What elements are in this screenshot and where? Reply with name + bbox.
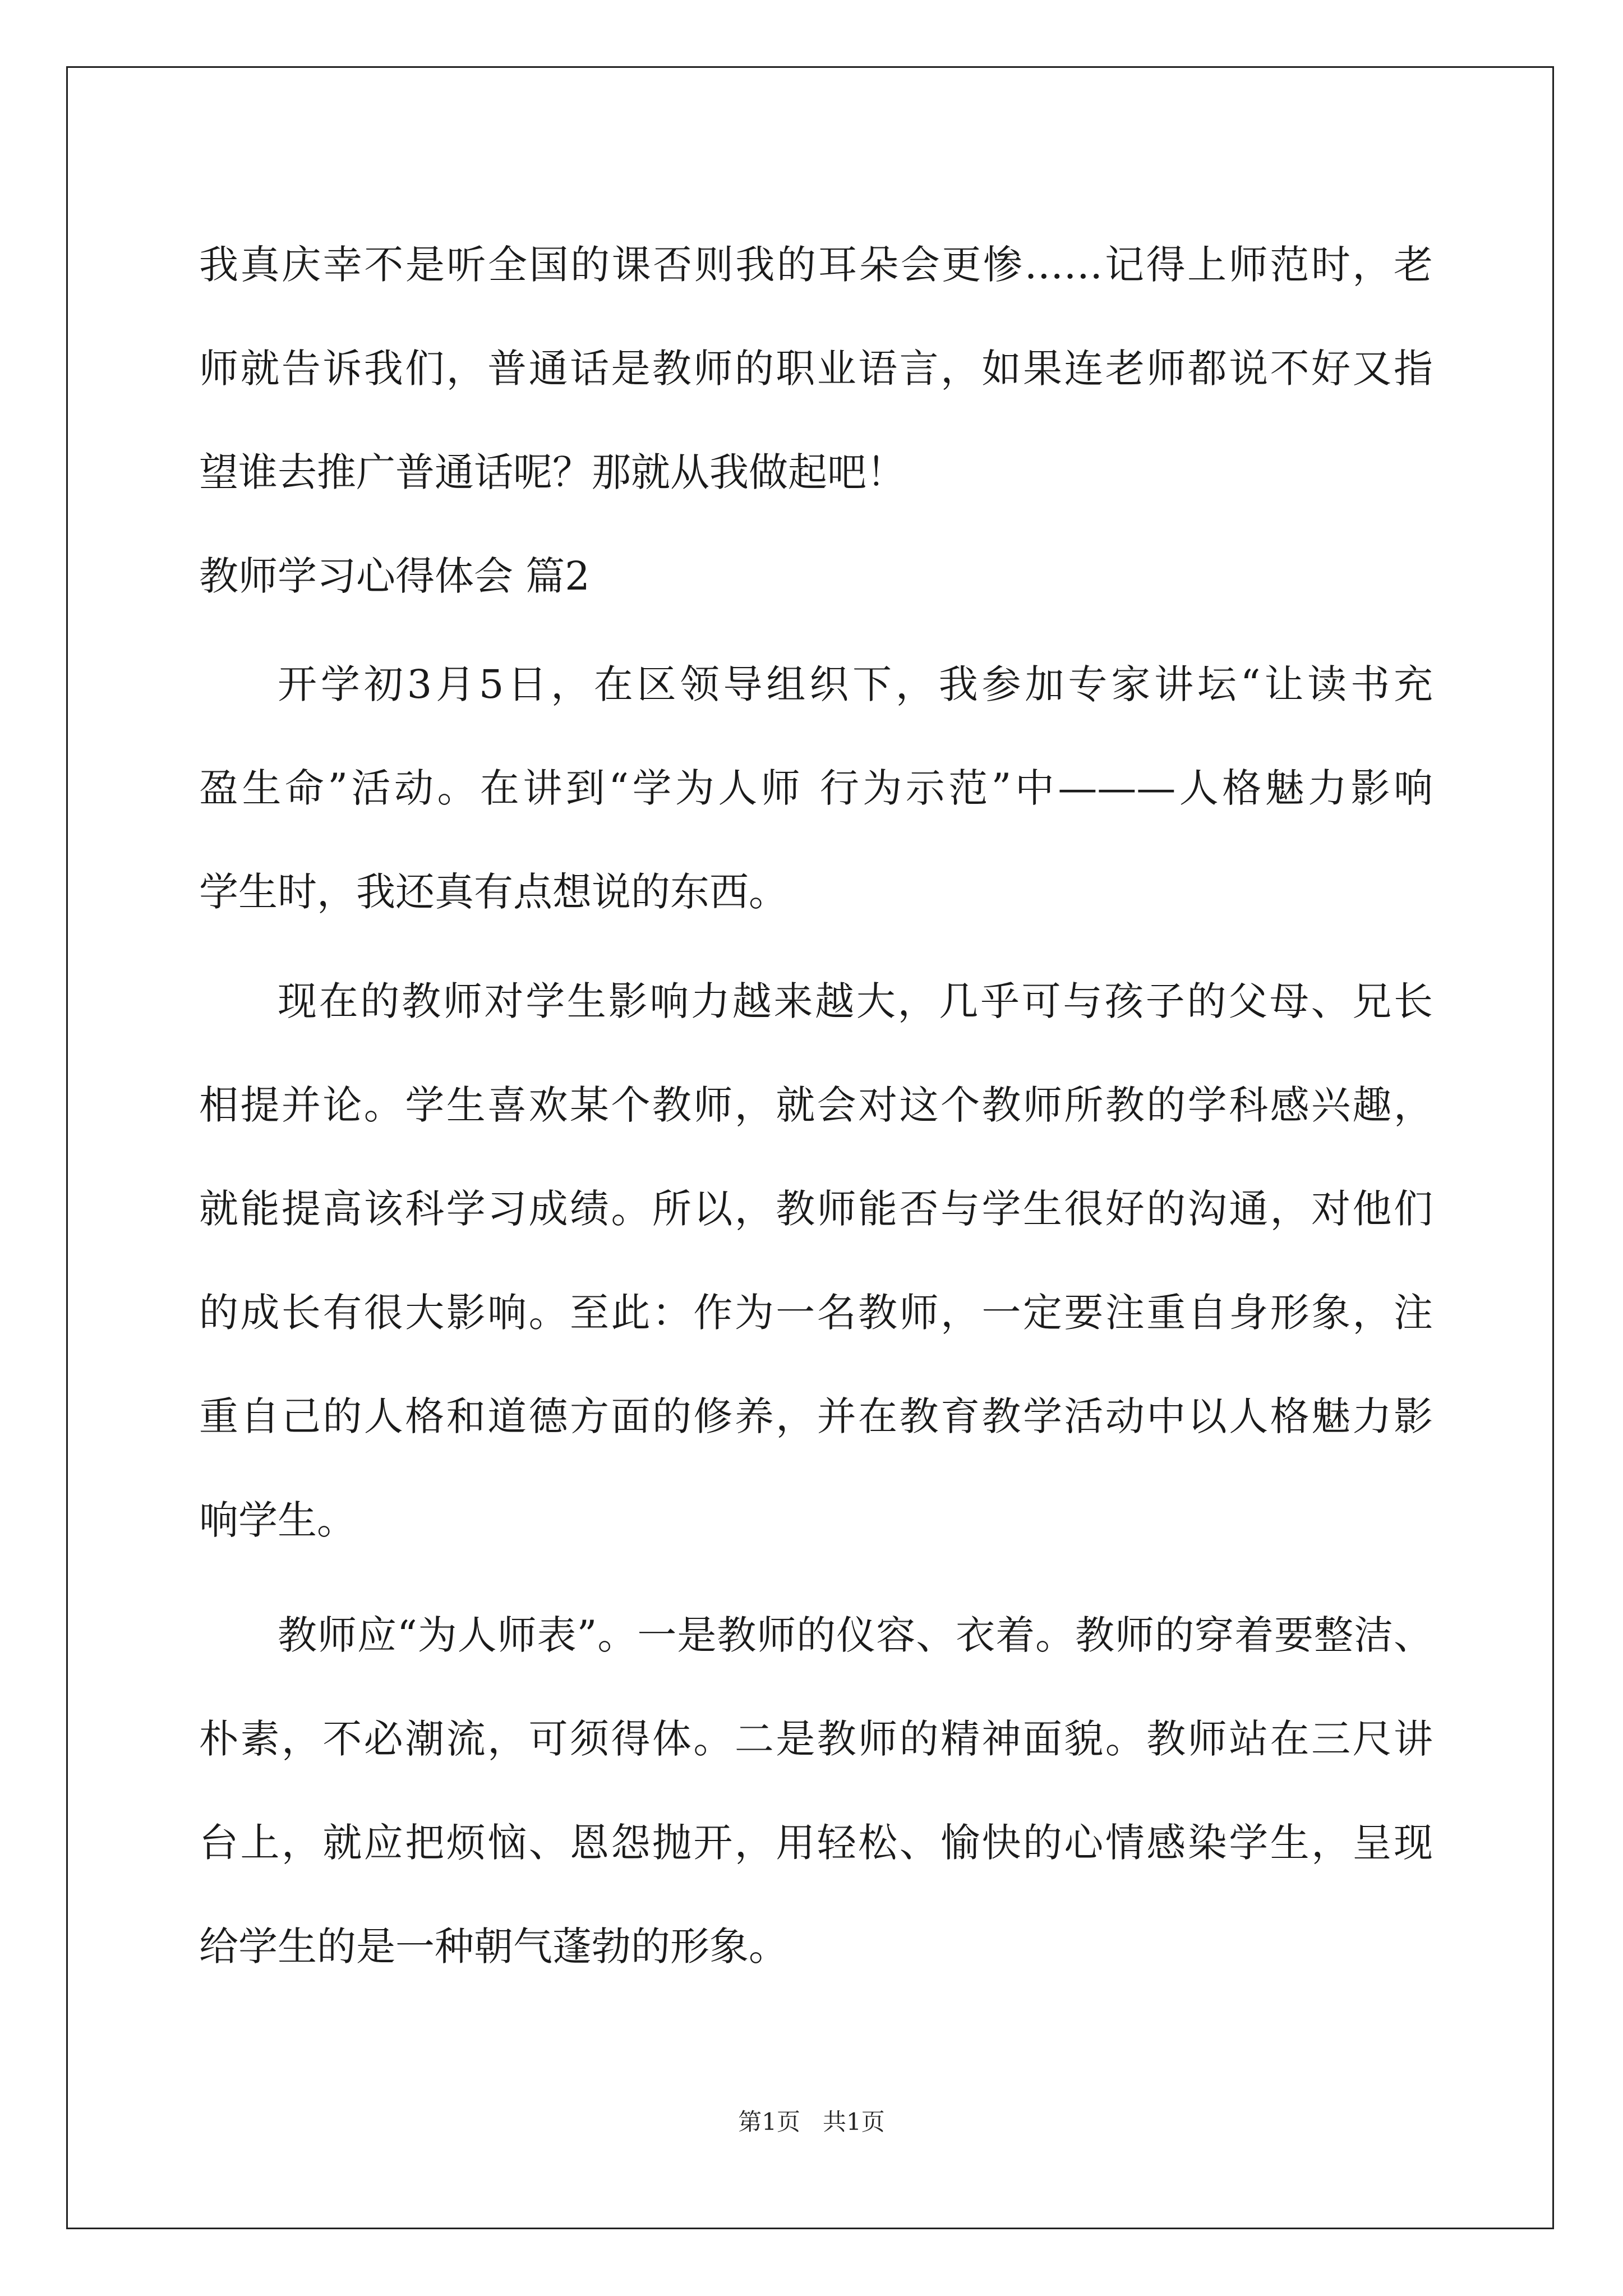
text-line: 台上，就应把烦恼、恩怨抛开，用轻松、愉快的心情感染学生，呈现	[199, 1820, 1433, 1866]
text-line: 师就告诉我们，普通话是教师的职业语言，如果连老师都说不好又指	[199, 346, 1433, 392]
text-line: 的成长有很大影响。至此：作为一名教师，一定要注重自身形象，注	[199, 1290, 1433, 1336]
text-line: 教师应“为人师表”。一是教师的仪容、衣着。教师的穿着要整洁、	[278, 1612, 1433, 1658]
text-line: 响学生。	[199, 1497, 356, 1543]
paragraph	[199, 633, 1433, 944]
text-line: 相提并论。学生喜欢某个教师，就会对这个教师所教的学科感兴趣，	[199, 1082, 1433, 1128]
text-line: 朴素，不必潮流，可须得体。二是教师的精神面貌。教师站在三尺讲	[199, 1716, 1433, 1762]
section-heading: 教师学习心得体会 篇2	[199, 553, 590, 599]
text-line: 学生时，我还真有点想说的东西。	[199, 869, 788, 915]
paragraph	[199, 950, 1433, 1572]
text-line: 给学生的是一种朝气蓬勃的形象。	[199, 1924, 788, 1970]
text-line: 重自己的人格和道德方面的修养，并在教育教学活动中以人格魅力影	[199, 1393, 1433, 1439]
text-line: 现在的教师对学生影响力越来越大，几乎可与孩子的父母、兄长	[278, 978, 1433, 1024]
text-line: 盈生命”活动。在讲到“学为人师 行为示范”中———人格魅力影响	[199, 765, 1433, 811]
text-line: 开学初3月5日，在区领导组织下，我参加专家讲坛“让读书充	[278, 661, 1433, 707]
text-line: 就能提高该科学习成绩。所以，教师能否与学生很好的沟通，对他们	[199, 1186, 1433, 1232]
text-line: 望谁去推广普通话呢？那就从我做起吧！	[199, 449, 906, 495]
document-body	[199, 213, 1433, 1999]
page-number-footer: 第1页 共1页	[738, 2108, 885, 2136]
paragraph	[199, 1584, 1433, 1999]
paragraph-continued	[199, 213, 1433, 524]
text-line: 我真庆幸不是听全国的课否则我的耳朵会更惨……记得上师范时，老	[199, 242, 1433, 288]
